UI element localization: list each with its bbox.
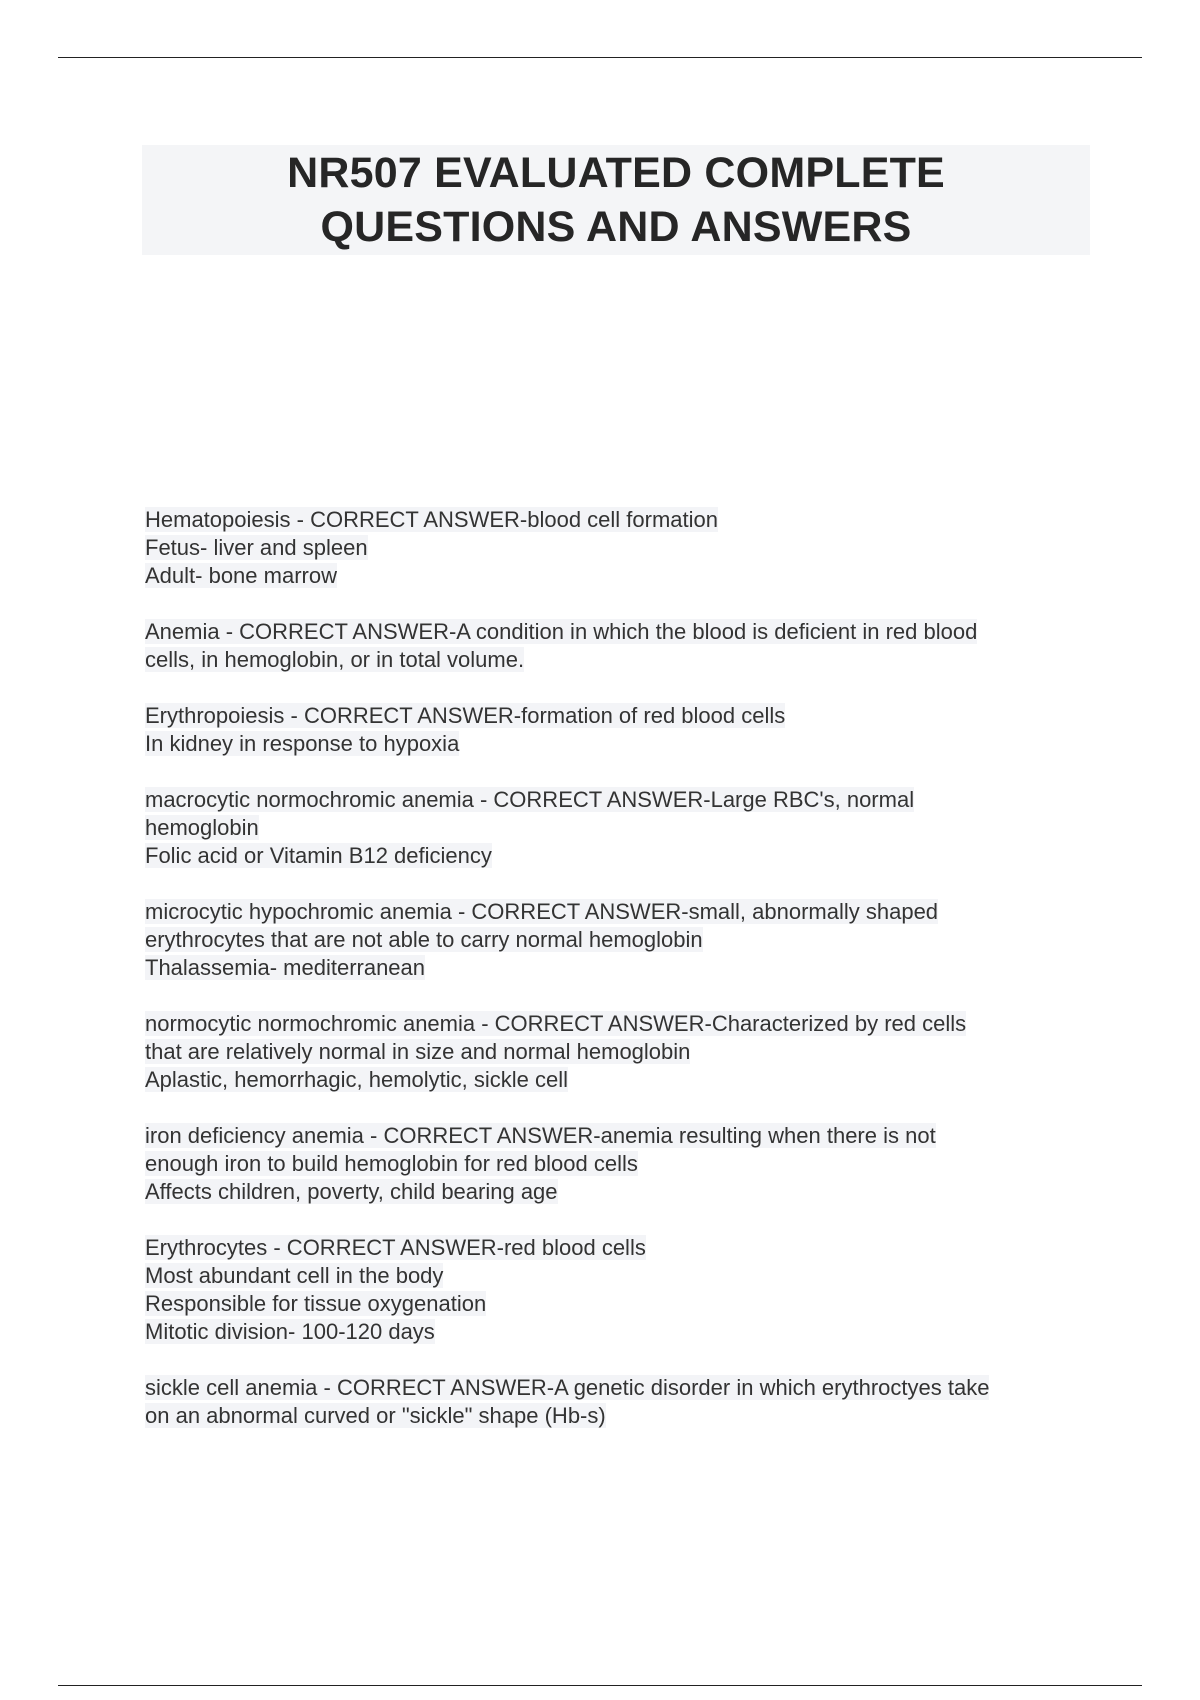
qa-question-line (145, 786, 1105, 814)
qa-entry (145, 618, 1105, 674)
qa-text: iron deficiency anemia - CORRECT ANSWER-anemia resulting when there is not (145, 1123, 936, 1148)
qa-entry (145, 1122, 1105, 1206)
qa-answer-line (145, 1038, 1105, 1066)
qa-text: normocytic normochromic anemia - CORRECT ANSWER-Characterized by red cells (145, 1011, 967, 1036)
qa-text: macrocytic normochromic anemia - CORRECT ANSWER-Large RBC's, normal (145, 787, 915, 812)
qa-text: on an abnormal curved or "sickle" shape (Hb-s) (145, 1403, 606, 1428)
qa-answer-line (145, 814, 1105, 842)
qa-text: Folic acid or Vitamin B12 deficiency (145, 843, 492, 868)
qa-question-line (145, 506, 1105, 534)
qa-text: Adult- bone marrow (145, 563, 337, 588)
qa-question-line (145, 1374, 1105, 1402)
qa-text: Affects children, poverty, child bearing age (145, 1179, 558, 1204)
qa-text: Responsible for tissue oxygenation (145, 1291, 487, 1316)
qa-answer-line (145, 534, 1105, 562)
qa-question-line (145, 1234, 1105, 1262)
bottom-rule (58, 1685, 1142, 1686)
qa-text: Most abundant cell in the body (145, 1263, 444, 1288)
qa-entry (145, 506, 1105, 590)
qa-answer-line (145, 1178, 1105, 1206)
qa-entry (145, 702, 1105, 758)
qa-text: sickle cell anemia - CORRECT ANSWER-A genetic disorder in which erythroctyes take (145, 1375, 990, 1400)
qa-question-line (145, 1122, 1105, 1150)
qa-answer-line (145, 1318, 1105, 1346)
qa-answer-line (145, 646, 1105, 674)
qa-answer-line (145, 562, 1105, 590)
qa-entry (145, 1010, 1105, 1094)
qa-text: Anemia - CORRECT ANSWER-A condition in which the blood is deficient in red blood (145, 619, 978, 644)
qa-text: that are relatively normal in size and normal hemoglobin (145, 1039, 691, 1064)
qa-answer-line (145, 1150, 1105, 1178)
qa-text: Erythrocytes - CORRECT ANSWER-red blood cells (145, 1235, 646, 1260)
title-line-2: QUESTIONS AND ANSWERS (320, 203, 912, 251)
qa-answer-line (145, 926, 1105, 954)
title-line-1: NR507 EVALUATED COMPLETE (287, 149, 945, 197)
qa-text: enough iron to build hemoglobin for red blood cells (145, 1151, 638, 1176)
qa-text: Erythropoiesis - CORRECT ANSWER-formation of red blood cells (145, 703, 786, 728)
qa-text: Mitotic division- 100-120 days (145, 1319, 435, 1344)
qa-answer-line (145, 842, 1105, 870)
qa-question-line (145, 1010, 1105, 1038)
qa-entry (145, 1374, 1105, 1430)
qa-entry (145, 786, 1105, 870)
qa-answer-line (145, 1262, 1105, 1290)
qa-answer-line (145, 954, 1105, 982)
qa-text: microcytic hypochromic anemia - CORRECT ANSWER-small, abnormally shaped (145, 899, 939, 924)
qa-text: erythrocytes that are not able to carry normal hemoglobin (145, 927, 703, 952)
top-rule (58, 57, 1142, 58)
qa-text: cells, in hemoglobin, or in total volume. (145, 647, 525, 672)
qa-text: Aplastic, hemorrhagic, hemolytic, sickle cell (145, 1067, 569, 1092)
qa-question-line (145, 898, 1105, 926)
qa-question-line (145, 702, 1105, 730)
qa-text: Hematopoiesis - CORRECT ANSWER-blood cell formation (145, 507, 718, 532)
qa-answer-line (145, 1402, 1105, 1430)
qa-text: Thalassemia- mediterranean (145, 955, 426, 980)
qa-answer-line (145, 1066, 1105, 1094)
qa-question-line (145, 618, 1105, 646)
qa-answer-line (145, 730, 1105, 758)
qa-entry (145, 898, 1105, 982)
qa-list (145, 506, 1105, 1458)
document-title (142, 145, 1090, 255)
qa-answer-line (145, 1290, 1105, 1318)
qa-text: In kidney in response to hypoxia (145, 731, 460, 756)
qa-text: hemoglobin (145, 815, 259, 840)
qa-text: Fetus- liver and spleen (145, 535, 368, 560)
qa-entry (145, 1234, 1105, 1346)
